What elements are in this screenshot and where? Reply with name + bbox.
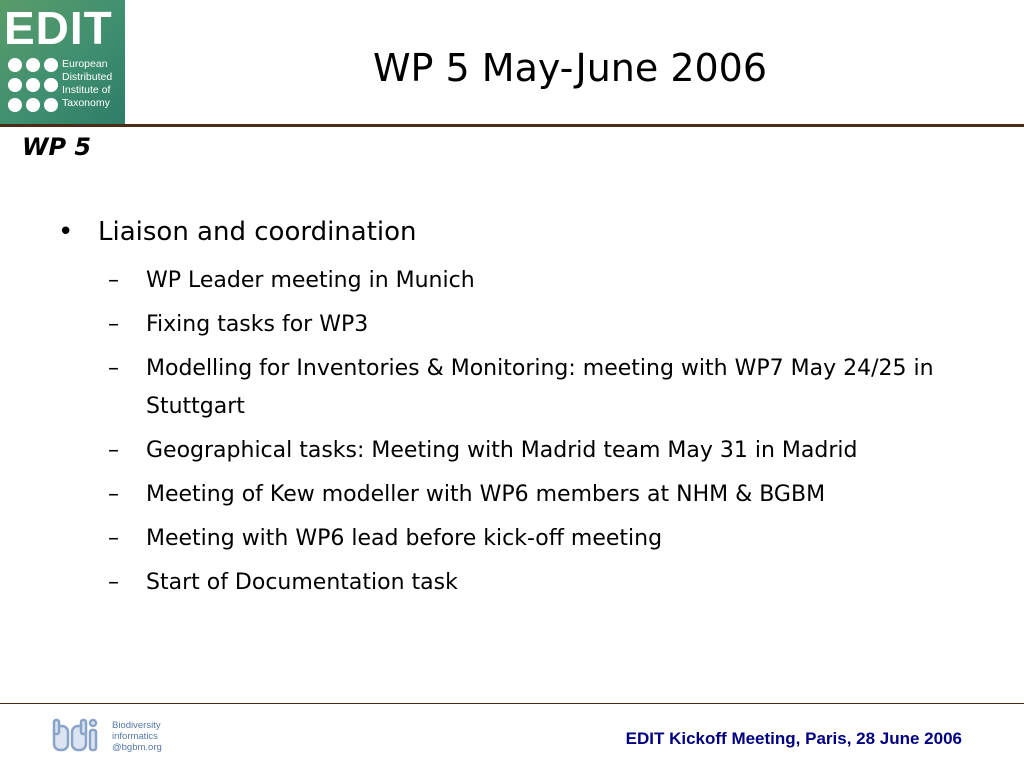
sub-bullet-list <box>108 262 988 608</box>
footer-divider <box>0 703 1024 704</box>
edit-logo <box>0 0 125 124</box>
bdi-logo-line: Biodiversity <box>112 720 161 731</box>
bullet-marker: • <box>58 217 74 247</box>
sub-bullet-item <box>108 432 988 470</box>
dash-marker: – <box>108 438 119 463</box>
edit-logo-word: EDIT <box>4 2 113 54</box>
sub-bullet-item <box>108 564 988 602</box>
sub-bullet-text: WP Leader meeting in Munich <box>146 268 475 293</box>
edit-logo-line: Taxonomy <box>62 97 110 109</box>
sub-bullet-text: Start of Documentation task <box>146 570 458 595</box>
dash-marker: – <box>108 356 119 381</box>
slide-title: WP 5 May-June 2006 <box>372 46 768 90</box>
edit-logo-line: Institute of <box>62 84 111 96</box>
main-bullet <box>58 210 417 254</box>
dash-marker: – <box>108 482 119 507</box>
bdi-logo-text <box>112 720 162 753</box>
edit-logo-line: Distributed <box>62 71 113 83</box>
edit-logo-line: European <box>62 58 108 70</box>
edit-logo-text <box>62 58 124 110</box>
sub-bullet-item <box>108 520 988 558</box>
sub-bullet-text: Geographical tasks: Meeting with Madrid team May 31 in Madrid <box>146 438 858 463</box>
section-label: WP 5 <box>22 133 92 161</box>
sub-bullet-text: Fixing tasks for WP3 <box>146 312 369 337</box>
edit-logo-dots-icon <box>8 58 56 112</box>
sub-bullet-text: Meeting of Kew modeller with WP6 members at NHM & BGBM <box>146 482 826 507</box>
dash-marker: – <box>108 570 119 595</box>
main-bullet-text: Liaison and coordination <box>98 217 417 247</box>
dash-marker: – <box>108 526 119 551</box>
footer-meeting-text: EDIT Kickoff Meeting, Paris, 28 June 2006 <box>625 729 962 748</box>
bdi-logo-line: @bgbm.org <box>112 742 162 753</box>
sub-bullet-item <box>108 262 988 300</box>
sub-bullet-text: Modelling for Inventories & Monitoring: meeting with WP7 May 24/25 in Stuttgart <box>146 356 934 419</box>
bdi-logo-line: informatics <box>112 731 158 742</box>
sub-bullet-item <box>108 476 988 514</box>
dash-marker: – <box>108 268 119 293</box>
sub-bullet-item <box>108 350 988 426</box>
sub-bullet-item <box>108 306 988 344</box>
sub-bullet-text: Meeting with WP6 lead before kick-off meeting <box>146 526 663 551</box>
header-divider <box>0 124 1024 127</box>
dash-marker: – <box>108 312 119 337</box>
